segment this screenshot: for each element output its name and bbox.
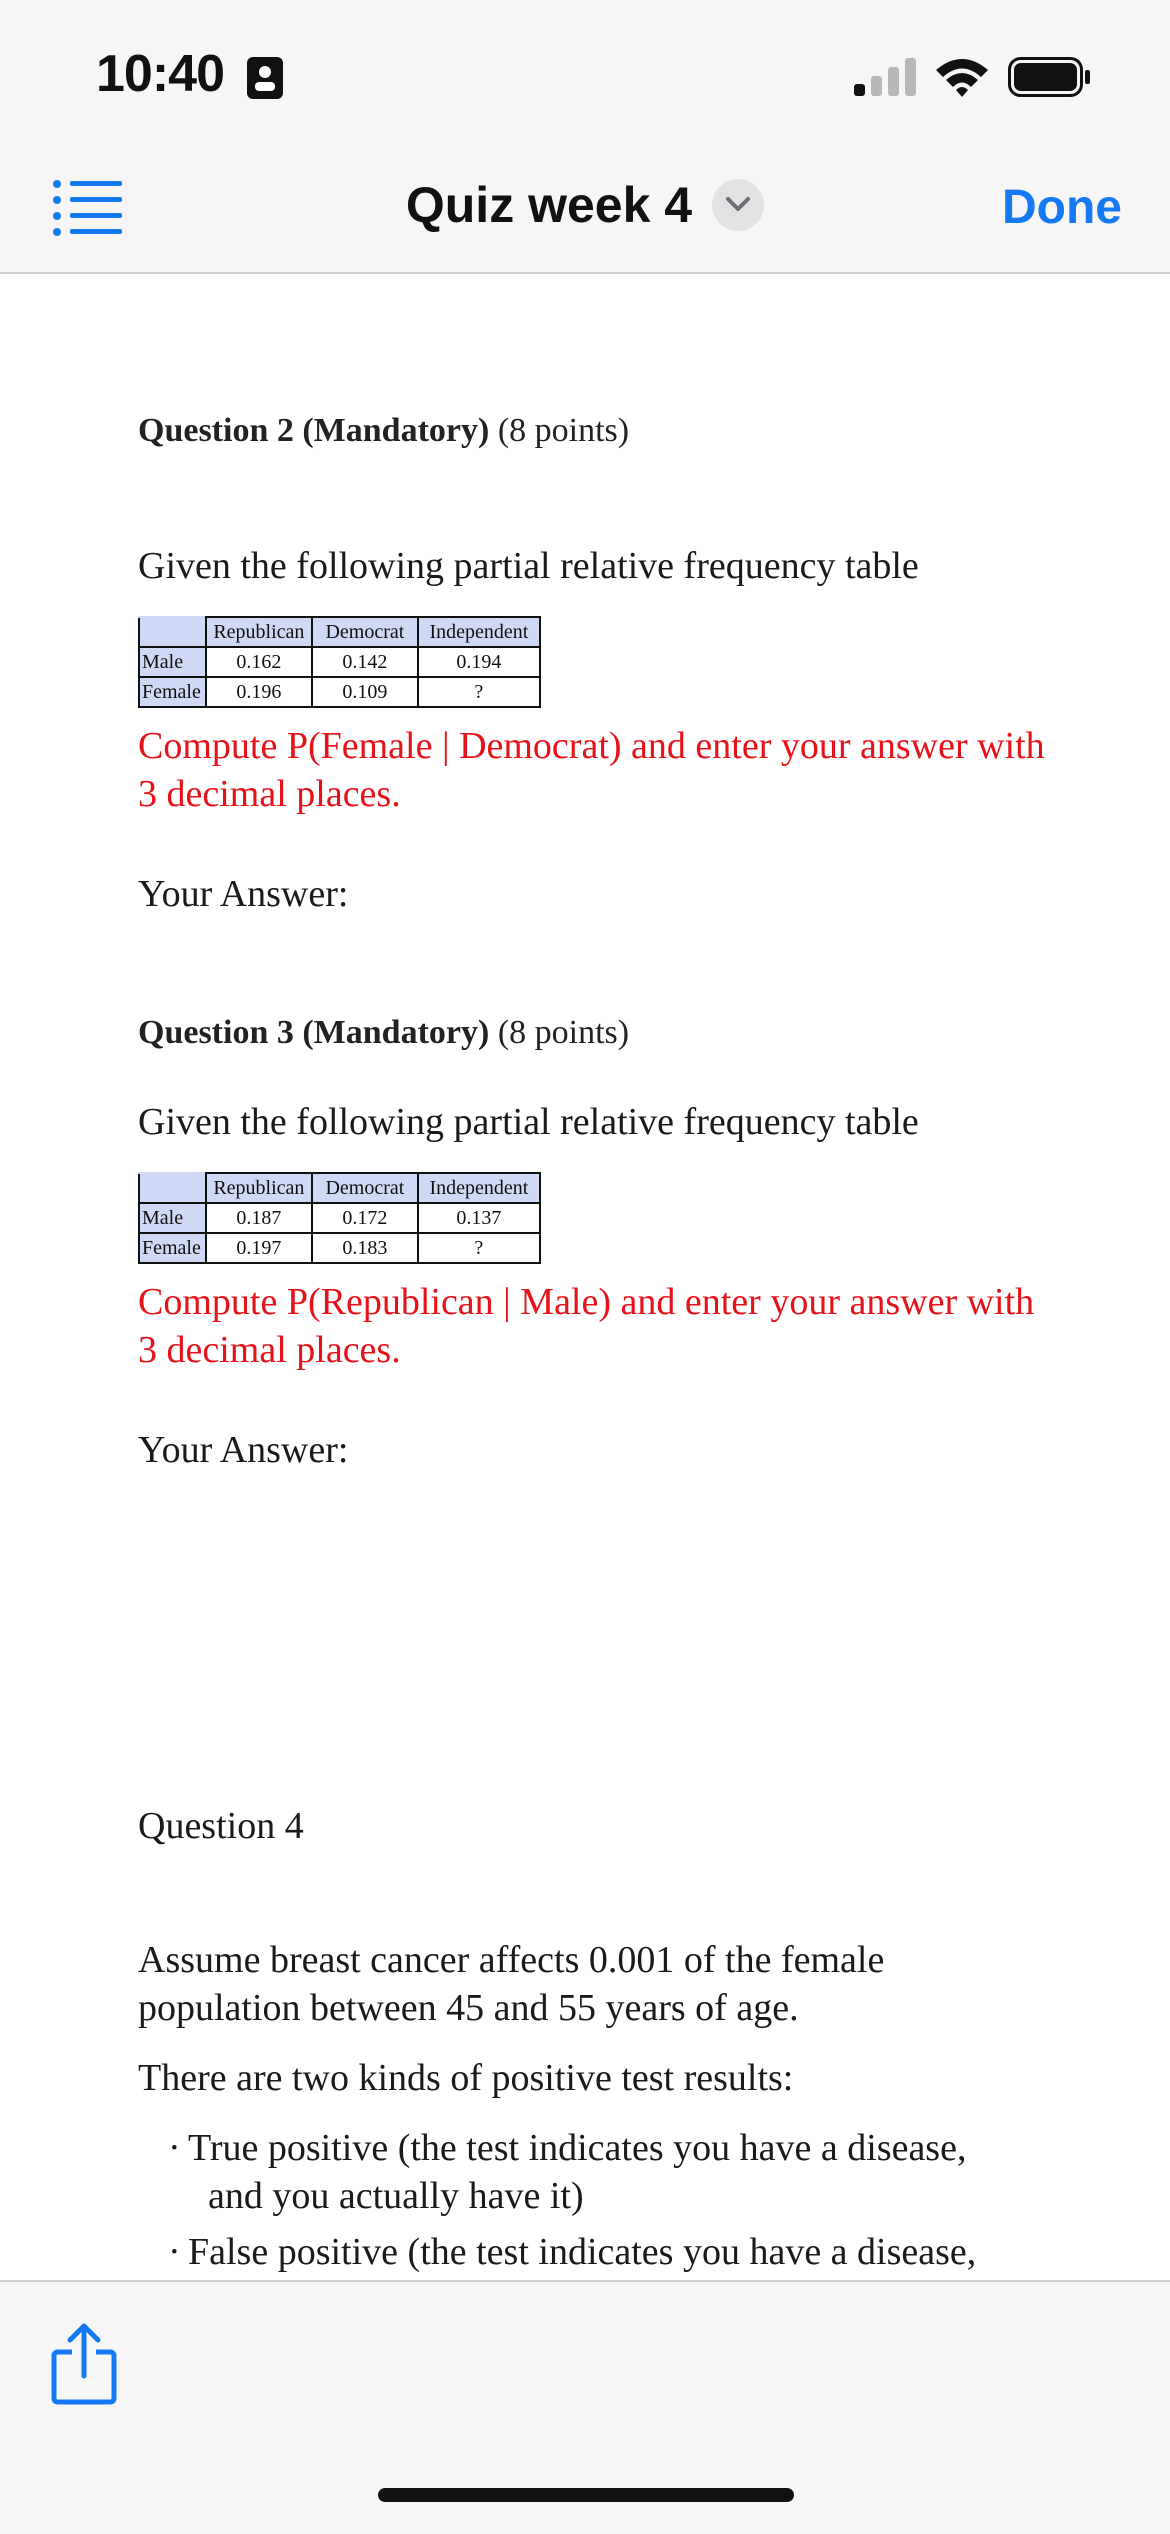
id-card-icon: [246, 56, 284, 100]
question-3-prompt: Compute P(Republican | Male) and enter your answer with 3 decimal places.: [138, 1281, 1035, 1371]
col-header-republican: Republican: [206, 1173, 312, 1203]
question-4-paragraph-2: There are two kinds of positive test results:: [138, 2057, 794, 2099]
question-4-bullet-list: [168, 2124, 1048, 2284]
bullet-line-1: True positive (the test indicates you have a disease,: [188, 2127, 967, 2169]
row-header-male: Male: [139, 1203, 206, 1233]
question-4-paragraph-1: Assume breast cancer affects 0.001 of the female population between 45 and 55 years of age.: [138, 1939, 885, 2029]
col-header-republican: Republican: [206, 617, 312, 647]
col-header-independent: Independent: [418, 617, 540, 647]
bullet-line-2: and you actually have it): [208, 2175, 584, 2217]
table-cell: 0.172: [312, 1203, 418, 1233]
col-header-independent: Independent: [418, 1173, 540, 1203]
question-2-frequency-table: [138, 616, 541, 708]
done-button[interactable]: Done: [1002, 181, 1122, 234]
table-cell: 0.187: [206, 1203, 312, 1233]
question-3-frequency-table: [138, 1172, 541, 1264]
row-header-male: Male: [139, 647, 206, 677]
table-row: [139, 1233, 540, 1263]
table-cell: 0.109: [312, 677, 418, 707]
table-cell: ?: [418, 1233, 540, 1263]
cellular-signal-icon: [854, 58, 916, 96]
status-time: 10:40: [96, 45, 224, 103]
nav-bar: [0, 150, 1170, 274]
bullet-line-1: False positive (the test indicates you have a disease,: [188, 2231, 977, 2273]
question-3-label: Question 3 (Mandatory): [138, 1014, 490, 1051]
table-cell: ?: [418, 677, 540, 707]
nav-title-group[interactable]: [0, 176, 1170, 234]
table-row: [139, 647, 540, 677]
table-cell: 0.194: [418, 647, 540, 677]
list-item: [168, 2228, 1048, 2276]
document-title[interactable]: Quiz week 4: [405, 177, 693, 233]
question-3-points: (8 points): [497, 1014, 630, 1051]
question-2-label: Question 2 (Mandatory): [138, 412, 490, 449]
list-item: [168, 2124, 1048, 2220]
wifi-icon: [934, 56, 990, 98]
row-header-female: Female: [139, 677, 206, 707]
table-cell: 0.183: [312, 1233, 418, 1263]
col-header-democrat: Democrat: [312, 617, 418, 647]
question-4-label: Question 4: [138, 1805, 304, 1847]
table-cell: 0.162: [206, 647, 312, 677]
col-header-democrat: Democrat: [312, 1173, 418, 1203]
table-header-row: [139, 617, 540, 647]
battery-icon: [1008, 57, 1092, 97]
chevron-down-icon: [725, 194, 751, 216]
question-3-heading: [138, 1014, 629, 1052]
table-corner-cell: [139, 617, 206, 647]
table-row: [139, 1203, 540, 1233]
table-row: [139, 677, 540, 707]
question-2-points: (8 points): [497, 412, 630, 449]
bullet-dot: ·: [168, 2231, 181, 2273]
question-2-heading: [138, 412, 629, 450]
share-icon[interactable]: [50, 2322, 118, 2406]
title-menu-button[interactable]: [712, 179, 764, 231]
question-3-answer-label: Your Answer:: [138, 1429, 349, 1471]
bullet-dot: ·: [168, 2127, 181, 2169]
row-header-female: Female: [139, 1233, 206, 1263]
table-cell: 0.196: [206, 677, 312, 707]
question-2-intro: Given the following partial relative frequency table: [138, 545, 919, 587]
question-2-prompt: Compute P(Female | Democrat) and enter your answer with 3 decimal places.: [138, 725, 1045, 815]
table-cell: 0.142: [312, 647, 418, 677]
table-cell: 0.137: [418, 1203, 540, 1233]
question-2-answer-label: Your Answer:: [138, 873, 349, 915]
table-corner-cell: [139, 1173, 206, 1203]
home-indicator[interactable]: [378, 2488, 794, 2502]
table-header-row: [139, 1173, 540, 1203]
question-3-intro: Given the following partial relative frequency table: [138, 1101, 919, 1143]
table-cell: 0.197: [206, 1233, 312, 1263]
status-bar: [0, 0, 1170, 150]
